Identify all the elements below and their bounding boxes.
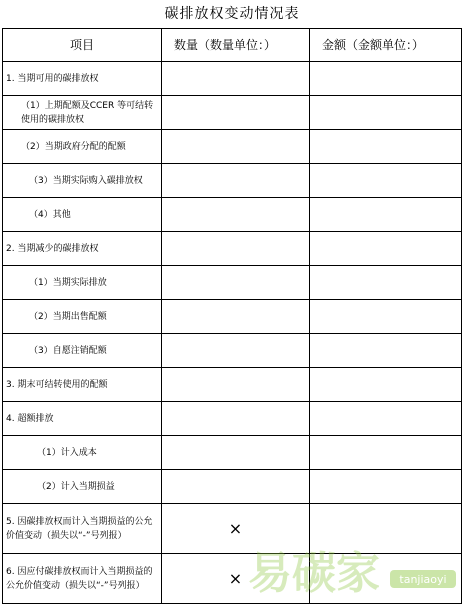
- row-label: 3. 期末可结转使用的配额: [3, 368, 162, 402]
- row-label: （2）当期政府分配的配额: [3, 130, 162, 164]
- row-label: （4）其他: [3, 198, 162, 232]
- table-row: [3, 232, 462, 266]
- quantity-cell: [162, 334, 310, 368]
- quantity-cell: [162, 436, 310, 470]
- table-row: [3, 402, 462, 436]
- row-label: （1）当期实际排放: [3, 266, 162, 300]
- quantity-cell: [162, 232, 310, 266]
- quantity-cell: ×: [162, 554, 310, 604]
- row-label: 2. 当期减少的碳排放权: [3, 232, 162, 266]
- carbon-emission-table: [2, 28, 462, 604]
- quantity-cell: [162, 198, 310, 232]
- header-item: 项目: [3, 29, 162, 62]
- watermark-brand-text: 易碳家: [248, 548, 380, 599]
- row-label: （2）当期出售配额: [3, 300, 162, 334]
- amount-cell: [310, 198, 462, 232]
- amount-cell: [310, 334, 462, 368]
- table-row: [3, 504, 462, 554]
- quantity-cell: [162, 130, 310, 164]
- quantity-cell: [162, 368, 310, 402]
- amount-cell: [310, 436, 462, 470]
- row-label: （1）计入成本: [3, 436, 162, 470]
- quantity-cell: [162, 266, 310, 300]
- row-label: 4. 超额排放: [3, 402, 162, 436]
- header-amount: 金额（金额单位：）: [310, 29, 462, 62]
- amount-cell: [310, 266, 462, 300]
- quantity-cell: [162, 402, 310, 436]
- amount-cell: [310, 402, 462, 436]
- table-row: [3, 96, 462, 130]
- amount-cell: [310, 232, 462, 266]
- amount-cell: [310, 470, 462, 504]
- quantity-cell: [162, 164, 310, 198]
- amount-cell: [310, 164, 462, 198]
- quantity-cell: [162, 96, 310, 130]
- quantity-cell: [162, 470, 310, 504]
- table-row: [3, 62, 462, 96]
- amount-cell: [310, 300, 462, 334]
- row-label: （3）当期实际购入碳排放权: [3, 164, 162, 198]
- table-row: [3, 198, 462, 232]
- table-row: [3, 470, 462, 504]
- quantity-cell: [162, 62, 310, 96]
- amount-cell: [310, 62, 462, 96]
- table-row: [3, 368, 462, 402]
- row-label: （3）自愿注销配额: [3, 334, 162, 368]
- row-label: （1）上期配额及CCER 等可结转使用的碳排放权: [3, 96, 162, 130]
- amount-cell: [310, 504, 462, 554]
- amount-cell: [310, 368, 462, 402]
- table-row: [3, 130, 462, 164]
- row-label: 6. 因应付碳排放权而计入当期损益的公允价值变动（损失以“-”号列报）: [3, 554, 162, 604]
- table-row: [3, 554, 462, 604]
- table-row: [3, 266, 462, 300]
- quantity-cell: [162, 300, 310, 334]
- header-row: [3, 29, 462, 62]
- quantity-cell: ×: [162, 504, 310, 554]
- table-row: [3, 436, 462, 470]
- header-quantity: 数量（数量单位：）: [162, 29, 310, 62]
- table-row: [3, 164, 462, 198]
- amount-cell: [310, 96, 462, 130]
- table-row: [3, 334, 462, 368]
- row-label: 5. 因碳排放权而计入当期损益的公允价值变动（损失以“-”号列报）: [3, 504, 162, 554]
- watermark-domain-text: tanjiaoyi: [399, 573, 447, 586]
- row-label: 1. 当期可用的碳排放权: [3, 62, 162, 96]
- table-row: [3, 300, 462, 334]
- table-title: 碳排放权变动情况表: [164, 6, 300, 22]
- row-label: （2）计入当期损益: [3, 470, 162, 504]
- amount-cell: [310, 554, 462, 604]
- amount-cell: [310, 130, 462, 164]
